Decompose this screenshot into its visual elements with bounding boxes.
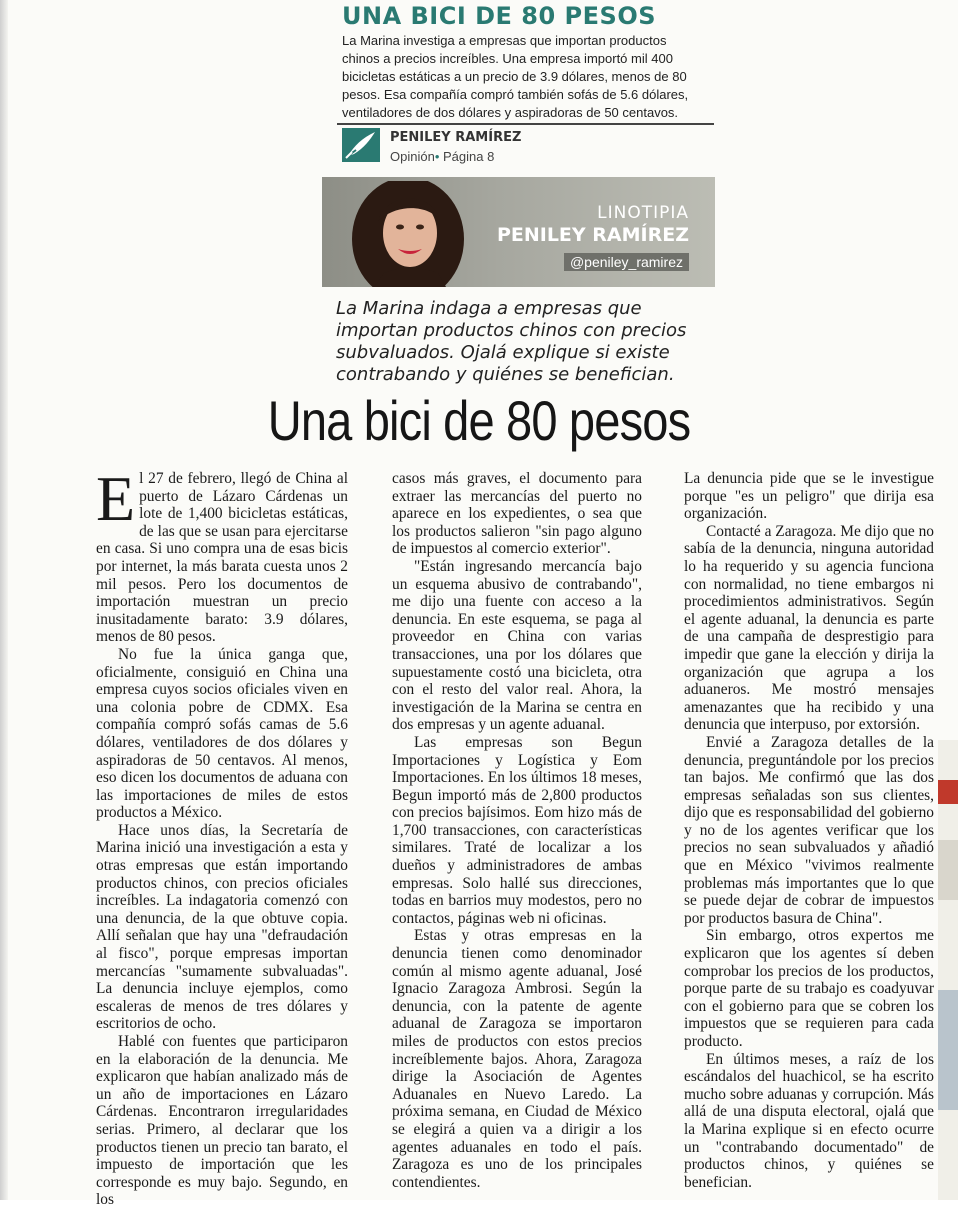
article-headline: Una bici de 80 pesos bbox=[267, 389, 691, 452]
author-photo bbox=[348, 181, 468, 287]
adjacent-page-red-block bbox=[938, 780, 958, 804]
article-column-3 bbox=[684, 470, 934, 1191]
article-deck: La Marina indaga a empresas que importan productos chinos con precios subvaluados. Ojalá explique si existe contrabando y quiénes se benefician. bbox=[336, 298, 687, 385]
article-paragraph: "Están ingresando mercancía bajo un esquema abusivo de contrabando", me dijo una fuente con acceso a la denuncia. En este esquema, se paga al proveedor en China con varias transacciones, una por los dólares que supuestamente costó una bicicleta, otra con el resto del valor real. Ahora, la investigación de la Marina se centra en dos empresas y un agente aduanal. bbox=[392, 557, 642, 734]
adjacent-page-text-block bbox=[938, 840, 958, 900]
byline-section: Opinión bbox=[390, 149, 435, 164]
byline-location: Opinión• Página 8 bbox=[390, 149, 495, 164]
column-author: PENILEY RAMÍREZ bbox=[496, 224, 689, 246]
article-paragraph: Hablé con fuentes que participaron en la elaboración de la denuncia. Me explicaron que habían analizado más de un año de importaciones en Lázaro Cárdenas. Encontraron irregularidades serias. Primero, al declarar que los productos tienen un precio tan barato, el impuesto de importación que les corresponde es muy bajo. Segundo, en los bbox=[96, 1033, 348, 1209]
article-paragraph: Contacté a Zaragoza. Me dijo que no sabía de la denuncia, ninguna autoridad lo ha requerido y su agencia funciona con normalidad, no tiene embargos ni procedimientos administrativos. Según el agente aduanal, la denuncia es parte de una campaña de desprestigio para impedir que gane la elección y dirija la organización que agrupa a los aduaneros. Me mostró mensajes amenazantes que ha recibido y una denuncia que interpuso, por extorsión. bbox=[684, 522, 934, 734]
article-paragraph: El 27 de febrero, llegó de China al puerto de Lázaro Cárdenas un lote de 1,400 bicicletas estáticas, de las que se usan para ejercitarse en casa. Si uno compra una de esas bicis por internet, la más barata cuesta unos 2 mil pesos. Pero los documentos de importación muestran un precio inusitadamente barato: 3.9 dólares, menos de 80 pesos. bbox=[96, 463, 348, 646]
article-paragraph: Estas y otras empresas en la denuncia tienen como denominador común al mismo agente aduanal, José Ignacio Zaragoza Ambrosi. Según la denuncia, con la patente de agente aduanal de Zaragoza se importaron miles de productos con estos precios increíblemente bajos. Ahora, Zaragoza dirige la Asociación de Agentes Aduanales en Nuevo Laredo. La próxima semana, en Ciudad de México se elegirá a quien va a dirigir a los agentes aduanales en todo el país. Zaragoza es uno de los principales contendientes. bbox=[392, 927, 642, 1191]
article-column-2 bbox=[392, 470, 642, 1191]
column-banner bbox=[322, 177, 715, 287]
dropcap-letter: E bbox=[96, 463, 136, 534]
article-paragraph: Envié a Zaragoza detalles de la denuncia, preguntándole por los precios tan bajos. Me confirmó que las dos empresas señaladas son sus clientes, dijo que es responsabilidad del gobierno y no de los agentes verificar que los precios no sean subvaluados y añadió que en México "vivimos realmente problemas más importantes que lo que se puede dejar de cobrar de impuestos por productos basura de China". bbox=[684, 733, 934, 927]
teaser-box bbox=[342, 2, 702, 122]
article-paragraph: casos más graves, el documento para extraer las mercancías del puerto no aparece en los expedientes, o sea que los productos salieron "sin pago alguno de impuestos al comercio exterior". bbox=[392, 470, 642, 558]
author-handle: @peniley_ramirez bbox=[564, 253, 689, 271]
column-label bbox=[497, 203, 689, 247]
teaser-divider bbox=[337, 123, 714, 125]
byline-page: Página 8 bbox=[443, 149, 495, 164]
teaser-body: La Marina investiga a empresas que importan productos chinos a precios increíbles. Una empresa importó mil 400 bicicletas estáticas a un precio de 3.9 dólares, menos de 80 pesos. Esa compañía compró también sofás de 5.6 dólares, ventiladores de dos dólares y aspiradoras de 50 centavos. bbox=[342, 33, 689, 120]
article-paragraph: No fue la única ganga que, oficialmente, consiguió en China una empresa cuyos socios oficiales viven en una colonia pobre de CDMX. Esa compañía compró sofás camas de 5.6 dólares, ventiladores de dos dólares y aspiradoras de 50 centavos. Al menos, eso dicen los documentos de aduana con las importaciones de miles de estos productos a México. bbox=[96, 645, 348, 822]
article-paragraph: En últimos meses, a raíz de los escándalos del huachicol, se ha escrito mucho sobre aduanas y corrupción. Más allá de una disputa electoral, ojalá que la Marina explique si en efecto ocurre un "contrabando documentado" de productos chinos, y quiénes se benefician. bbox=[684, 1050, 934, 1191]
article-column-1 bbox=[96, 463, 348, 1209]
article-paragraph: Sin embargo, otros expertos me explicaron que los agentes sí deben comprobar los precios de los productos, porque parte de su trabajo es coadyuvar con el gobierno para que se cobren los impuestos que se requieren para cada producto. bbox=[684, 927, 934, 1050]
adjacent-page-strip bbox=[938, 740, 958, 1200]
quill-pen-icon bbox=[342, 128, 380, 162]
column-name: LINOTIPIA bbox=[597, 203, 689, 223]
article-paragraph: Las empresas son Begun Importaciones y Logística y Eom Importaciones. En los últimos 18 meses, Begun importó más de 2,800 productos con precios bajísimos. Eom hizo más de 1,700 transacciones, con características similares. Traté de localizar a los dueños y administradores de ambas empresas. Solo hallé sus direcciones, todas en barrios muy modestos, pero no contactos, páginas web ni oficinas. bbox=[392, 733, 642, 927]
teaser-title: UNA BICI DE 80 PESOS bbox=[342, 2, 657, 30]
article-paragraph: Hace unos días, la Secretaría de Marina inició una investigación a esta y otras empresas que están importando productos chinos, con precios oficiales increíbles. La indagatoria comenzó con una denuncia, de la que obtuve copia. Allí señalan que hay una "defraudación al fisco", porque empresas importan mercancías "sumamente subvaluadas". La denuncia incluye ejemplos, como escaleras de menos de tres dólares y escritorios de ocho. bbox=[96, 821, 348, 1033]
adjacent-page-photo bbox=[938, 990, 958, 1110]
page-edge-shadow bbox=[0, 0, 8, 1200]
byline-author: PENILEY RAMÍREZ bbox=[390, 130, 522, 145]
article-paragraph: La denuncia pide que se le investigue porque "es un peligro" que dirija esa organización. bbox=[684, 470, 934, 523]
